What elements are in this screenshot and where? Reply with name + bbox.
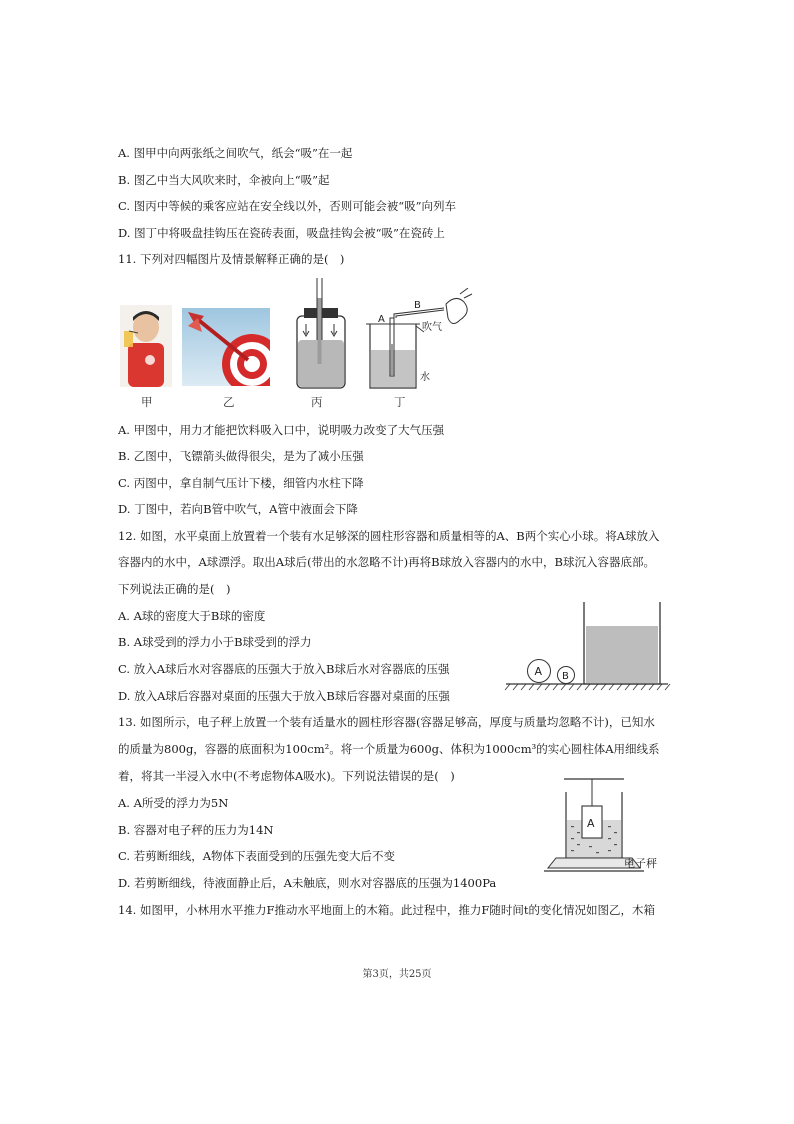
q12-option-a: A. A球的密度大于B球的密度 xyxy=(118,609,266,623)
figure-ding-blow-tube xyxy=(364,288,474,392)
q13-option-a: A. A所受的浮力为5N xyxy=(118,796,229,810)
label-tube-a: A xyxy=(378,314,385,325)
q13-stem-line3: 着，将其一半浸入水中(不考虑物体A吸水)。下列说法错误的是( ) xyxy=(118,769,455,783)
q12-option-c: C. 放入A球后水对容器底的压强大于放入B球后水对容器底的压强 xyxy=(118,662,450,676)
q11-option-a: A. 甲图中，用力才能把饮料吸入口中，说明吸力改变了大气压强 xyxy=(118,423,445,437)
q14-stem-line1: 14. 如图甲，小林用水平推力F推动水平地面上的木箱。此过程中，推力F随时间t的变化情况如图乙，木箱 xyxy=(118,903,656,917)
q13-option-d: D. 若剪断细线，待液面静止后，A未触底，则水对容器底的压强为1400Pa xyxy=(118,876,497,890)
caption-bing: 丙 xyxy=(311,395,323,409)
label-ball-b: B xyxy=(562,671,569,682)
page-footer: 第3页，共25页 xyxy=(362,969,432,980)
figure-q13-scale xyxy=(544,776,666,880)
q12-option-b: B. A球受到的浮力小于B球受到的浮力 xyxy=(118,635,312,649)
q12-stem-line1: 12. 如图，水平桌面上放置着一个装有水足够深的圆柱形容器和质量相等的A、B两个实心小球。将A球放入 xyxy=(118,529,660,543)
q13-option-c: C. 若剪断细线，A物体下表面受到的压强先变大后不变 xyxy=(118,849,396,863)
q11-option-b: B. 乙图中，飞镖箭头做得很尖，是为了减小压强 xyxy=(118,449,364,463)
figure-q12-container-balls xyxy=(504,598,672,694)
label-tube-b: B xyxy=(414,300,421,311)
q12-stem-line2: 容器内的水中，A球漂浮。取出A球后(带出的水忽略不计)再将B球放入容器内的水中，B球沉入容器底部。 xyxy=(118,555,655,569)
caption-ding: 丁 xyxy=(394,395,406,409)
label-electronic-scale: 电子秤 xyxy=(624,857,657,870)
q10-option-d: D. 图丁中将吸盘挂钩压在瓷砖表面，吸盘挂钩会被“吸”在瓷砖上 xyxy=(118,226,445,240)
q12-stem-line3: 下列说法正确的是( ) xyxy=(118,582,231,596)
q11-option-c: C. 丙图中，拿自制气压计下楼，细管内水柱下降 xyxy=(118,476,364,490)
figure-bing-barometer xyxy=(292,278,350,390)
q13-stem-line1: 13. 如图所示，电子秤上放置一个装有适量水的圆柱形容器(容器足够高，厚度与质量均忽略不计)，已知水 xyxy=(118,715,655,729)
q10-option-b: B. 图乙中当大风吹来时，伞被向上“吸”起 xyxy=(118,173,330,187)
q10-option-c: C. 图丙中等候的乘客应站在安全线以外，否则可能会被“吸”向列车 xyxy=(118,199,456,213)
label-ball-a: A xyxy=(534,665,543,678)
caption-jia: 甲 xyxy=(141,395,153,409)
label-blow: 吹气 xyxy=(422,322,442,333)
q13-stem-line2: 的质量为800g，容器的底面积为100cm²。将一个质量为600g、体积为1000cm³的实心圆柱体A用细线系 xyxy=(118,742,660,756)
figure-jia-child-drinking xyxy=(120,305,172,387)
q13-option-b: B. 容器对电子秤的压力为14N xyxy=(118,823,274,837)
q12-option-d: D. 放入A球后容器对桌面的压强大于放入B球后容器对桌面的压强 xyxy=(118,689,450,703)
caption-yi: 乙 xyxy=(223,395,235,409)
label-water: 水 xyxy=(420,372,430,383)
q11-stem: 11. 下列对四幅图片及情景解释正确的是( ) xyxy=(118,252,345,266)
q10-option-a: A. 图甲中向两张纸之间吹气，纸会“吸”在一起 xyxy=(118,146,353,160)
figure-yi-dart-target xyxy=(182,308,270,386)
label-cylinder-a: A xyxy=(587,817,595,830)
q11-option-d: D. 丁图中，若向B管中吹气，A管中液面会下降 xyxy=(118,502,358,516)
